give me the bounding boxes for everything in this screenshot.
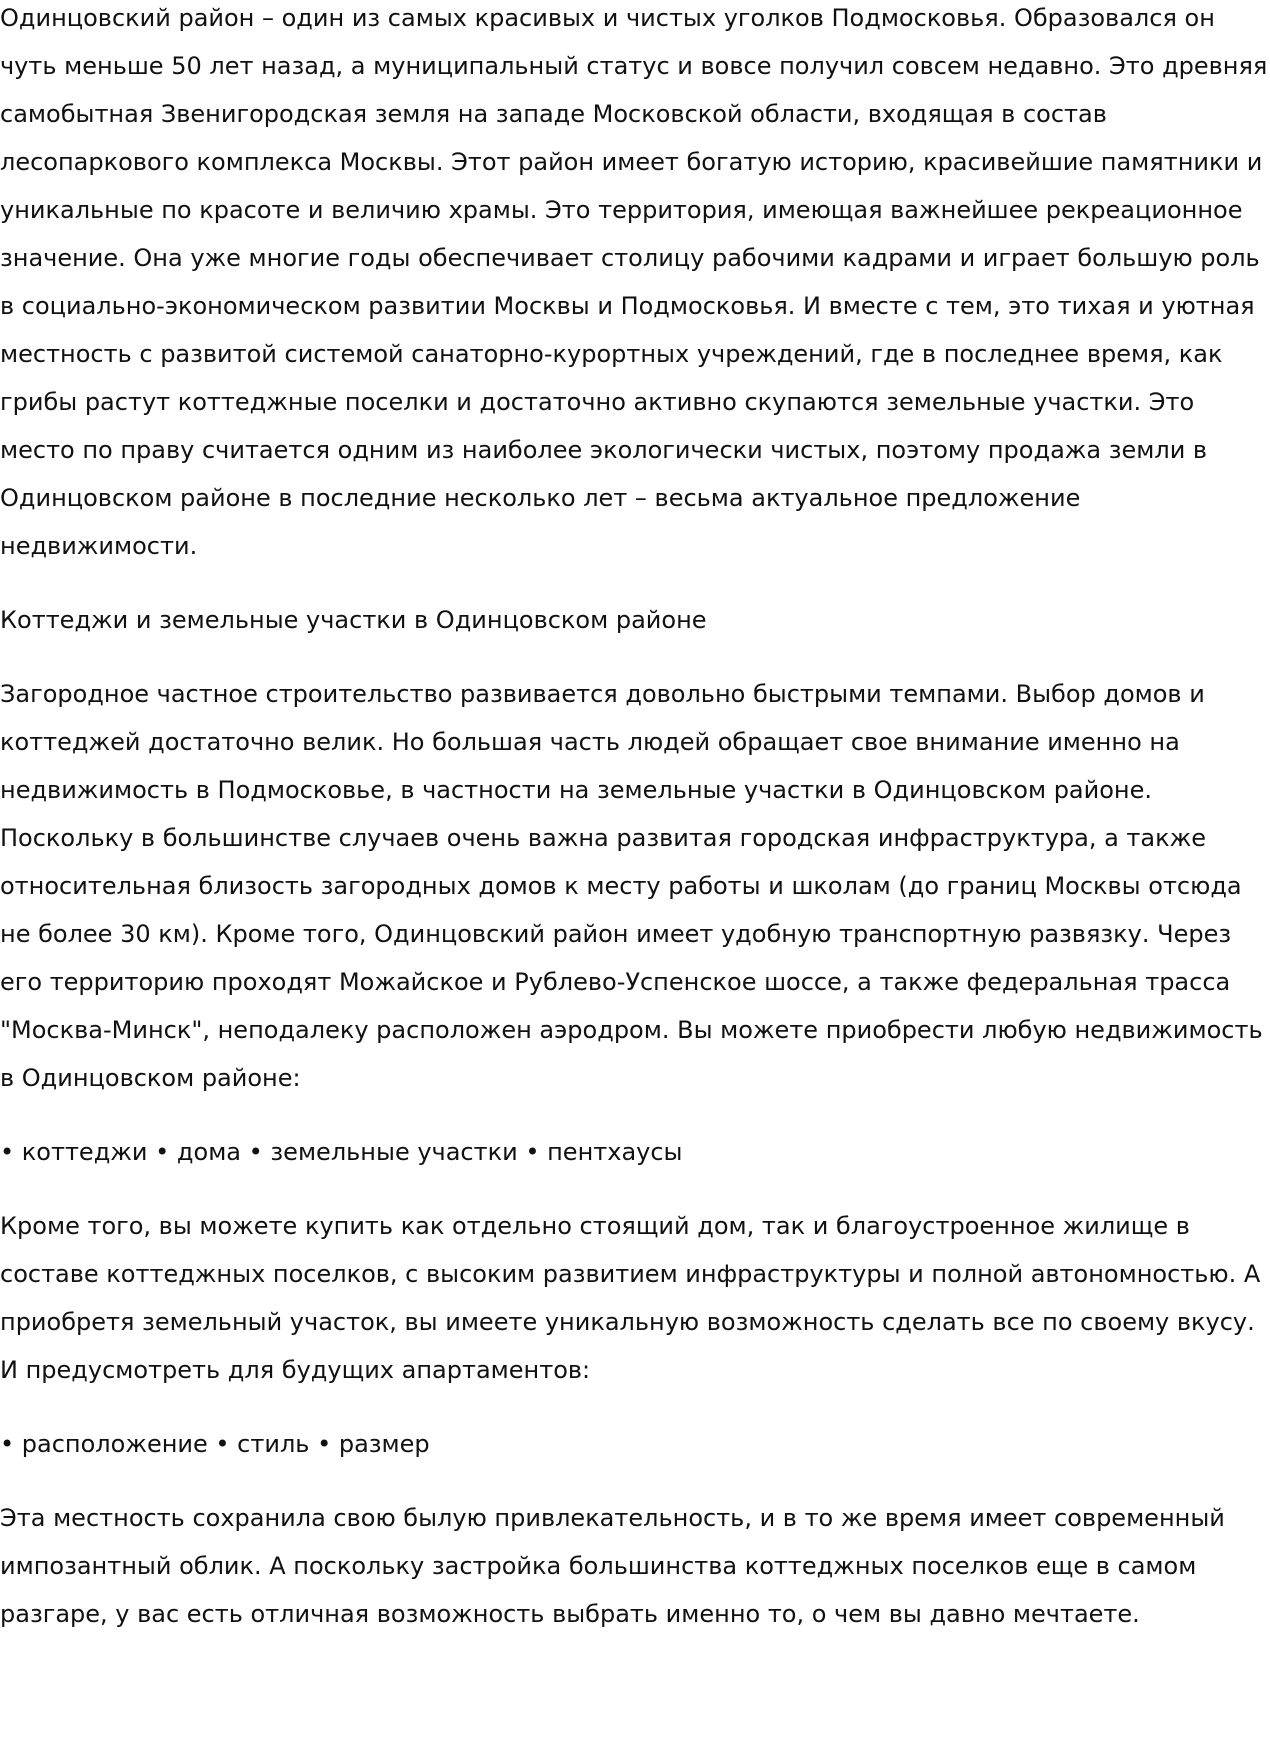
construction-paragraph: Загородное частное строительство развивается довольно быстрыми темпами. Выбор домов и коттеджей достаточно велик. Но большая часть людей обращает свое внимание именно на недвижимость в Подмосковье, в частности на земельные участки в Одинцовском районе. Поскольку в большинстве случаев очень важна развитая городская инфраструктура, а также относительная близость загородных домов к месту работы и школам (до границ Москвы отсюда не более 30 км). Кроме того, Одинцовский район имеет удобную транспортную развязку. Через его территорию проходят Можайское и Рублево-Успенское шоссе, а также федеральная трасса "Москва-Минск", неподалеку расположен аэродром. Вы можете приобрести любую недвижимость в Одинцовском районе: — [0, 680, 1263, 1092]
property-types-list: • коттеджи • дома • земельные участки • пентхаусы — [0, 1138, 683, 1166]
intro-paragraph: Одинцовский район – один из самых красивых и чистых уголков Подмосковья. Образовался он чуть меньше 50 лет назад, а муниципальный статус и вовсе получил совсем недавно. Это древняя самобытная Звенигородская земля на западе Московской области, входящая в состав лесопаркового комплекса Москвы. Этот район имеет богатую историю, красивейшие памятники и уникальные по красоте и величию храмы. Это территория, имеющая важнейшее рекреационное значение. Она уже многие годы обеспечивает столицу рабочими кадрами и играет большую роль в социально-экономическом развитии Москвы и Подмосковья. И вместе с тем, это тихая и уютная местность с развитой системой санаторно-курортных учреждений, где в последнее время, как грибы растут коттеджные поселки и достаточно активно скупаются земельные участки. Это место по праву считается одним из наиболее экологически чистых, поэтому продажа земли в Одинцовском районе в последние несколько лет – весьма актуальное предложение недвижимости. — [0, 4, 1268, 560]
closing-paragraph: Эта местность сохранила свою былую привлекательность, и в то же время имеет современный импозантный облик. А поскольку застройка большинства коттеджных поселков еще в самом разгаре, у вас есть отличная возможность выбрать именно то, о чем вы давно мечтаете. — [0, 1504, 1225, 1628]
section-heading: Коттеджи и земельные участки в Одинцовском районе — [0, 606, 707, 634]
options-paragraph: Кроме того, вы можете купить как отдельно стоящий дом, так и благоустроенное жилище в составе коттеджных поселков, с высоким развитием инфраструктуры и полной автономностью. А приобретя земельный участок, вы имеете уникальную возможность сделать все по своему вкусу. И предусмотреть для будущих апартаментов: — [0, 1212, 1261, 1384]
features-list: • расположение • стиль • размер — [0, 1430, 430, 1458]
